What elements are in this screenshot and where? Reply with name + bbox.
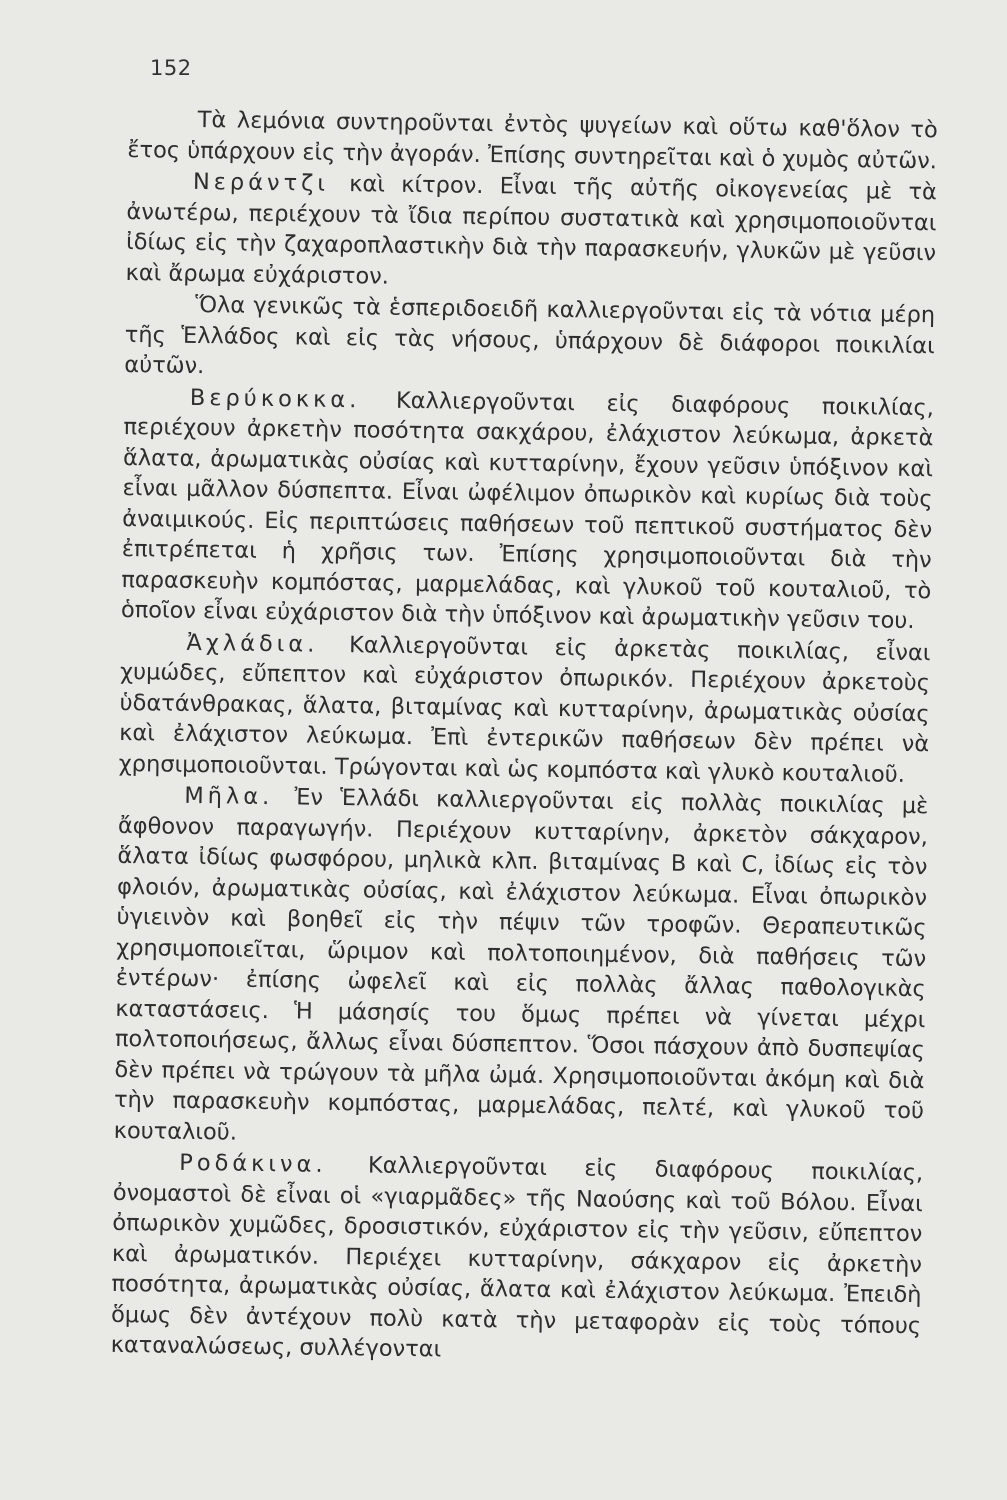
page-number: 152 — [150, 56, 192, 80]
paragraph-heading: Νεράντζι — [192, 168, 330, 197]
paragraph-apricots — [121, 381, 934, 636]
paragraph-citrus-general — [124, 289, 935, 392]
body-text — [110, 104, 937, 1373]
paragraph-text: Τὰ λεμόνια συντηροῦνται ἐντὸς ψυγείων καὶ οὕτω καθ'ὅλον τὸ ἔτος ὑπάρχουν εἰς τὴν ἀγοράν. Ἐπίσης συντηρεῖται καὶ ὁ χυμὸς αὐτῶν. — [127, 106, 938, 174]
paragraph-heading: Μῆλα. — [184, 782, 274, 811]
paragraph-heading: Ἀχλάδια. — [186, 629, 319, 658]
paragraph-text: Καλλιεργοῦνται εἰς ἀρκετὰς ποικιλίας, εἶναι χυμώδες, εὔπεπτον καὶ εὐχάριστον ὀπωρικόν. Περιέχουν ἀρκετοὺς ὑδατάνθρακας, ἅλατα, βιταμίνας καὶ κυτταρίνην, ἀρωματικὰς οὐσίας καὶ ἐλάχιστον λεύκωμα. Ἐπὶ ἐντερικῶν παθήσεων δὲν πρέπει νὰ χρησιμοποιοῦνται. Τρώγονται καὶ ὡς κομπόστα καὶ γλυκὸ κουταλιοῦ. — [118, 631, 931, 788]
paragraph-apples — [113, 780, 928, 1157]
paragraph-text: Καλλιεργοῦνται εἰς διαφόρους ποικιλίας, περιέχουν ἀρκετὴν ποσότητα σακχάρου, ἐλάχιστον λεύκωμα, ἀρκετὰ ἅλατα, ἀρωματικὰς οὐσίας καὶ κυτταρίνην, ἔχουν γεῦσιν ὑπόξινον καὶ εἶναι μᾶλλον δύσπεπτα. Εἶναι ὠφέλιμον ὀπωρικὸν καὶ κυρίως διὰ τοὺς ἀναιμικούς. Εἰς περιπτώσεις παθήσεων τοῦ πεπτικοῦ συστήματος δὲν ἐπιτρέπεται ἡ χρῆσις των. Ἐπίσης χρησιμοποιοῦνται διὰ τὴν παρασκευὴν κομπόστας, μαρμελάδας, καὶ γλυκοῦ τοῦ κουταλιοῦ, τὸ ὁποῖον εἶναι εὐχάριστον διὰ τὴν ὑπόξινον καὶ ἀρωματικὴν γεῦσιν του. — [120, 387, 935, 635]
paragraph-heading: Ροδάκινα. — [179, 1149, 327, 1178]
paragraph-text: Καλλιεργοῦνται εἰς διαφόρους ποικιλίας, ὀνομαστοὶ δὲ εἶναι οἱ «γιαρμᾶδες» τῆς Ναούσης καὶ τοῦ Βόλου. Εἶναι ὀπωρικὸν χυμῶδες, δροσιστικόν, εὐχάριστον εἰς τὴν γεῦσιν, εὔπεπτον καὶ ἀρωματικόν. Περιέχει κυτταρίνην, σάκχαρον εἰς ἀρκετὴν ποσότητα, ἀρωματικὰς οὐσίας, ἅλατα καὶ ἐλάχιστον λεύκωμα. Ἐπειδὴ ὅμως δὲν ἀντέχουν πολὺ κατὰ τὴν μεταφορὰν εἰς τοὺς τόπους καταναλώσεως, συλλέγονται — [110, 1152, 924, 1363]
paragraph-pears — [119, 626, 931, 790]
paragraph-text: καὶ κίτρον. Εἶναι τῆς αὐτῆς οἰκογενείας μὲ τὰ ἀνωτέρω, περιέχουν τὰ ἴδια περίπου συστατικὰ καὶ χρησιμοποιοῦνται ἰδίως εἰς τὴν ζαχαροπλαστικὴν διὰ τὴν παρασκευήν, γλυκῶν μὲ γεῦσιν καὶ ἄρωμα εὐχάριστον. — [125, 171, 938, 290]
paragraph-text: Ὅλα γενικῶς τὰ ἑσπεριδοειδῆ καλλιεργοῦνται εἰς τὰ νότια μέρη τῆς Ἑλλάδος καὶ εἰς τὰς νήσους, ὑπάρχουν δὲ διάφοροι ποικιλίαι αὐτῶν. — [124, 291, 936, 380]
paragraph-peaches — [110, 1147, 923, 1372]
paragraph-lemons — [127, 104, 938, 176]
paragraph-bitter-orange — [125, 166, 937, 299]
paragraph-heading: Βερύκοκκα. — [189, 384, 361, 413]
paragraph-text: Ἐν Ἑλλάδι καλλιεργοῦνται εἰς πολλὰς ποικιλίας μὲ ἄφθονον παραγωγήν. Περιέχουν κυτταρίνην, ἀρκετὸν σάκχαρον, ἅλατα ἰδίως φωσφόρου, μηλικὰ κλπ. βιταμίνας Β καὶ C, ἰδίως εἰς τὸν φλοιόν, ἀρωματικὰς οὐσίας, καὶ ἐλάχιστον λεύκωμα. Εἶναι ὀπωρικὸν ὑγιεινὸν καὶ βοηθεῖ εἰς τὴν πέψιν τῶν τροφῶν. Θεραπευτικῶς χρησιμοποιεῖται, ὥριμον καὶ πολτοποιημένον, διὰ παθήσεις τῶν ἐντέρων· ἐπίσης ὠφελεῖ καὶ εἰς πολλὰς ἄλλας παθολογικὰς καταστάσεις. Ἡ μάσησίς του ὅμως πρέπει νὰ γίνεται μέχρι πολτοποιήσεως, ἄλλως εἶναι δύσπεπτον. Ὅσοι πάσχουν ἀπὸ δυσπεψίας δὲν πρέπει νὰ τρώγουν τὰ μῆλα ὠμά. Χρησιμοποιοῦνται ἀκόμη καὶ διὰ τὴν παρασκευὴν κομπόστας, μαρμελάδας, πελτέ, καὶ γλυκοῦ τοῦ κουταλιοῦ. — [113, 784, 929, 1146]
